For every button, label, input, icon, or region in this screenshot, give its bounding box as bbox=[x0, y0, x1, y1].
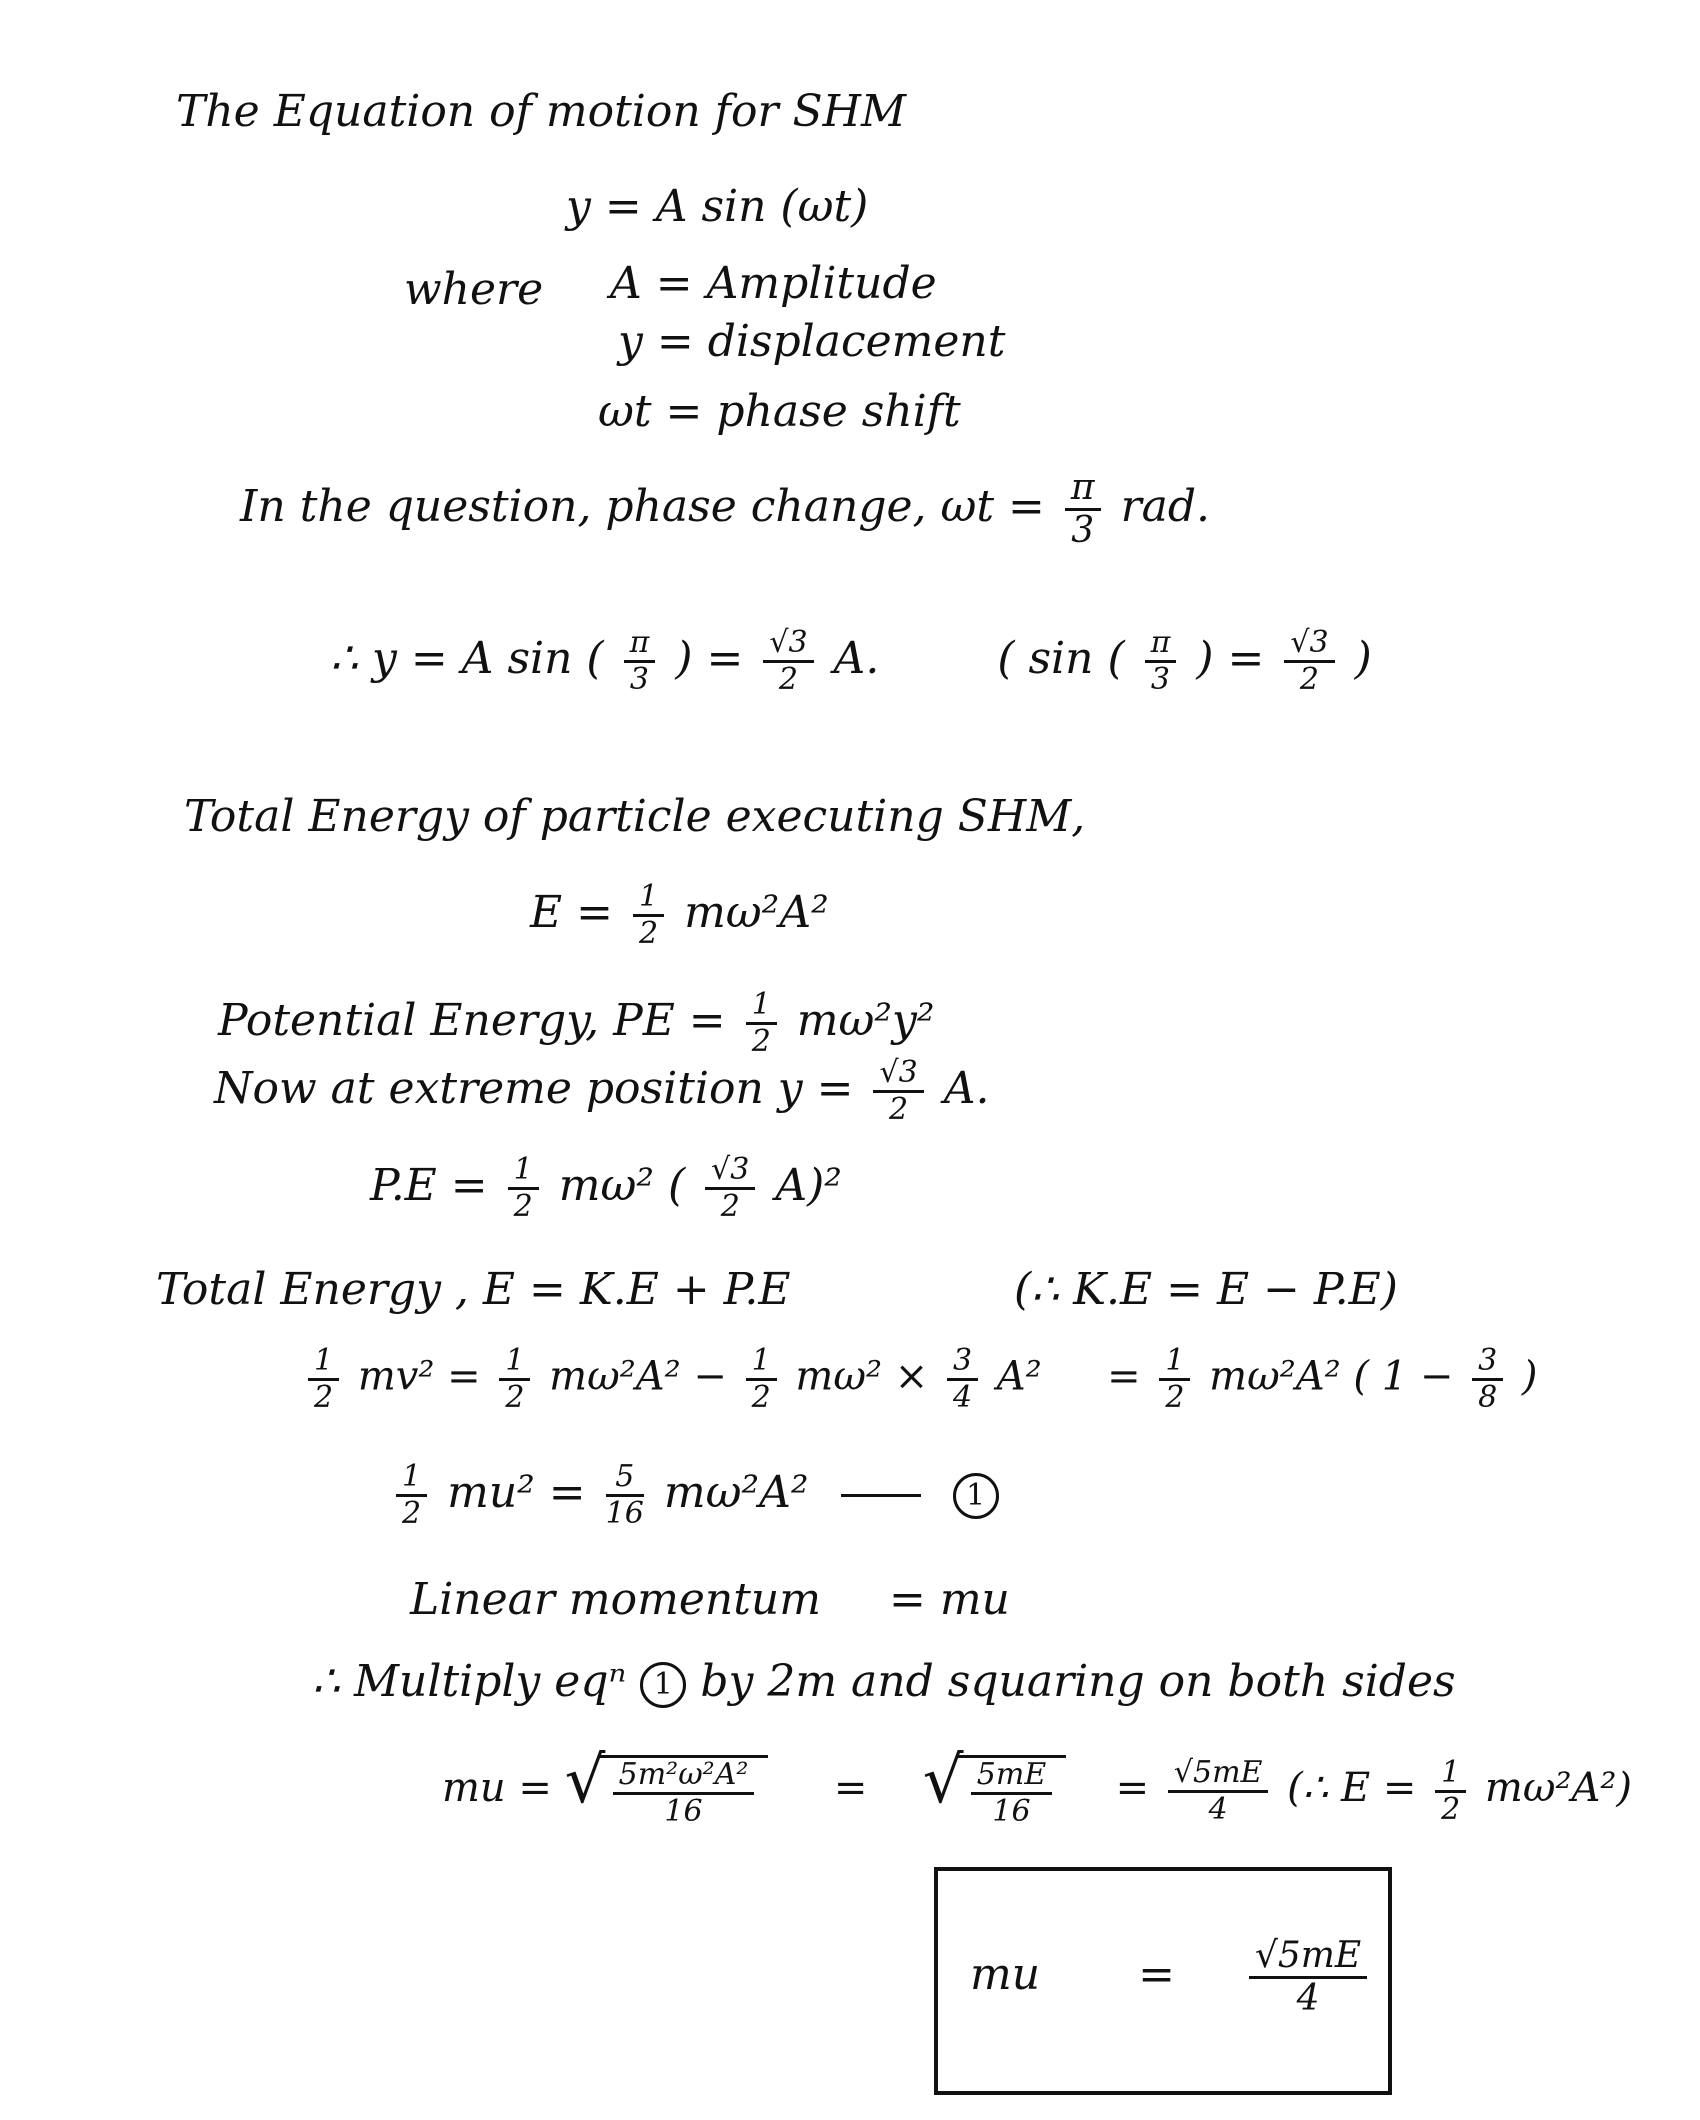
multiply-instruction bbox=[312, 1656, 1456, 1708]
pe-substitution bbox=[370, 1152, 842, 1224]
extreme-text: Now at extreme position y = bbox=[214, 1063, 854, 1114]
derivation-part: = bbox=[1115, 1765, 1150, 1811]
pi-over-3-fraction bbox=[1145, 625, 1177, 697]
square-root: √ $\frac{\text{5m²ω²A²}}{16}$ bbox=[565, 1755, 769, 1827]
momentum-derivation bbox=[442, 1744, 1633, 1829]
equation-number-badge: 1 bbox=[953, 1473, 999, 1519]
calc-part: A. bbox=[833, 633, 880, 684]
fraction-denominator: 4 bbox=[952, 1380, 973, 1415]
pi-over-3-fraction bbox=[1065, 467, 1101, 551]
pe-part: A)² bbox=[775, 1160, 842, 1211]
total-energy-formula bbox=[530, 879, 829, 951]
fraction-denominator: 2 bbox=[1165, 1380, 1185, 1415]
fraction-numerator: 3 bbox=[947, 1346, 978, 1381]
five-sixteenths-fraction bbox=[605, 1459, 644, 1531]
energy-sum-text: Total Energy , E = K.E + P.E bbox=[156, 1264, 791, 1315]
amplitude-text: A = Amplitude bbox=[610, 258, 937, 309]
fraction-denominator: 3 bbox=[1150, 662, 1171, 697]
half-fraction bbox=[633, 879, 664, 951]
derivation-part: mu = bbox=[442, 1765, 552, 1811]
momentum-label: Linear momentum bbox=[410, 1574, 821, 1625]
three-eighths-fraction bbox=[1472, 1343, 1503, 1415]
fraction-numerator: √3 bbox=[1284, 628, 1334, 663]
ke-note bbox=[1014, 1264, 1398, 1315]
fraction-numerator: 1 bbox=[746, 1346, 777, 1381]
root3-over-2-fraction bbox=[873, 1055, 923, 1127]
half-fraction bbox=[396, 1459, 427, 1531]
ke-part: mω²A² − bbox=[549, 1353, 727, 1400]
fraction-denominator: 2 bbox=[402, 1496, 422, 1531]
fraction-numerator: π bbox=[624, 628, 656, 663]
equation-dash bbox=[841, 1494, 921, 1497]
fraction-numerator: √5mE bbox=[1168, 1758, 1269, 1793]
fraction-denominator: 2 bbox=[889, 1092, 909, 1127]
fraction-numerator: 1 bbox=[1435, 1758, 1466, 1793]
fraction-numerator: √3 bbox=[705, 1155, 755, 1190]
ke-part: = bbox=[1107, 1353, 1141, 1400]
half-fraction bbox=[308, 1343, 339, 1415]
fraction-numerator: √3 bbox=[873, 1058, 923, 1093]
displacement-def bbox=[618, 316, 1006, 367]
formula-part: E = bbox=[530, 887, 613, 938]
formula-part: mω²A² bbox=[684, 887, 829, 938]
root-5mE-over-4 bbox=[1168, 1754, 1269, 1827]
pi-over-3-fraction bbox=[624, 625, 656, 697]
eq1-part: mω²A² bbox=[663, 1467, 809, 1518]
fraction-denominator: 2 bbox=[751, 1380, 771, 1415]
total-energy-text: Total Energy of particle executing SHM, bbox=[184, 791, 1086, 842]
answer-fraction bbox=[1249, 1935, 1367, 2019]
equation-one bbox=[390, 1459, 999, 1531]
fraction-denominator: 8 bbox=[1478, 1380, 1498, 1415]
root3-over-2-fraction bbox=[1284, 625, 1334, 697]
ke-part: ) bbox=[1521, 1353, 1538, 1400]
fraction-numerator: 5m²ω²A² bbox=[613, 1760, 755, 1795]
fraction-denominator: 2 bbox=[505, 1380, 525, 1415]
momentum-line bbox=[410, 1574, 1010, 1625]
potential-energy-line bbox=[218, 987, 935, 1059]
ke-part: mω² × bbox=[795, 1353, 929, 1400]
energy-note: mω²A²) bbox=[1484, 1765, 1633, 1811]
fraction-denominator: 2 bbox=[1299, 662, 1319, 697]
fraction-denominator: 2 bbox=[778, 662, 798, 697]
half-fraction bbox=[508, 1152, 539, 1224]
ke-note-text: (∴ K.E = E − P.E) bbox=[1014, 1264, 1398, 1315]
fraction-numerator: 1 bbox=[508, 1155, 539, 1190]
ke-part: mω²A² ( 1 − bbox=[1209, 1353, 1454, 1400]
fraction-denominator: 2 bbox=[314, 1380, 334, 1415]
extreme-position-line bbox=[214, 1055, 990, 1127]
final-answer bbox=[970, 1935, 1373, 2019]
heading-line bbox=[176, 86, 907, 137]
displacement-calc bbox=[330, 625, 1372, 697]
total-energy-heading bbox=[184, 791, 1086, 842]
answer-equals: = bbox=[1138, 1949, 1175, 2000]
fraction-denominator: 16 bbox=[664, 1794, 703, 1829]
fraction-numerator: π bbox=[1145, 628, 1177, 663]
fraction-denominator: 2 bbox=[513, 1189, 533, 1224]
fraction-numerator: 5mE bbox=[971, 1760, 1052, 1795]
half-fraction bbox=[746, 987, 777, 1059]
sine-note: ) bbox=[1354, 633, 1372, 684]
inside-root-fraction bbox=[971, 1757, 1052, 1829]
energy-note: (∴ E = bbox=[1287, 1765, 1417, 1811]
pe-part: P.E = bbox=[370, 1160, 488, 1211]
calc-part: ∴ y = A sin ( bbox=[330, 633, 604, 684]
root3-over-2-fraction bbox=[763, 625, 813, 697]
fraction-denominator: 4 bbox=[1208, 1791, 1228, 1827]
fraction-numerator: 1 bbox=[746, 990, 777, 1025]
fraction-numerator: 1 bbox=[499, 1346, 530, 1381]
fraction-numerator: 1 bbox=[308, 1346, 339, 1381]
answer-lhs: mu bbox=[970, 1949, 1041, 2000]
ke-part: A² bbox=[996, 1353, 1042, 1400]
fraction-numerator: 3 bbox=[1472, 1346, 1503, 1381]
fraction-denominator: 4 bbox=[1296, 1978, 1320, 2019]
half-fraction bbox=[1159, 1343, 1190, 1415]
shm-equation bbox=[566, 181, 869, 232]
equation-number-badge: 1 bbox=[640, 1662, 686, 1708]
square-root: √ $\frac{5mE}{16}$ bbox=[923, 1755, 1066, 1827]
eq1-part: mu² = bbox=[447, 1467, 586, 1518]
phase-change-line bbox=[240, 467, 1211, 551]
pe-label: Potential Energy, PE = bbox=[218, 995, 726, 1046]
where-label bbox=[404, 264, 544, 315]
fraction-numerator: 1 bbox=[1159, 1346, 1190, 1381]
ke-part: mv² = bbox=[357, 1353, 481, 1400]
three-quarters-fraction bbox=[947, 1343, 978, 1415]
fraction-denominator: 3 bbox=[1071, 510, 1095, 551]
rad-unit: rad. bbox=[1120, 481, 1211, 532]
fraction-numerator: √3 bbox=[763, 628, 813, 663]
fraction-denominator: 3 bbox=[629, 662, 649, 697]
derivation-part: = bbox=[833, 1765, 868, 1811]
shm-equation-text: y = A sin (ωt) bbox=[566, 181, 869, 232]
fraction-numerator: 1 bbox=[633, 882, 664, 917]
fraction-numerator: 5 bbox=[606, 1462, 644, 1497]
where-text: where bbox=[404, 264, 544, 315]
pe-formula: mω²y² bbox=[796, 995, 935, 1046]
amplitude-def bbox=[610, 258, 937, 309]
phase-text: ωt = phase shift bbox=[598, 386, 961, 437]
kinetic-energy-equation bbox=[302, 1343, 1538, 1415]
half-fraction bbox=[746, 1343, 777, 1415]
phase-def bbox=[598, 386, 961, 437]
energy-sum-line bbox=[156, 1264, 791, 1315]
instruction-part: ∴ Multiply eqⁿ bbox=[312, 1656, 627, 1707]
sine-note: ) = bbox=[1196, 633, 1265, 684]
inside-root-fraction bbox=[613, 1757, 755, 1829]
extreme-text: A. bbox=[943, 1063, 990, 1114]
fraction-numerator: √5mE bbox=[1249, 1938, 1367, 1979]
fraction-denominator: 2 bbox=[720, 1189, 740, 1224]
fraction-denominator: 2 bbox=[751, 1024, 771, 1059]
fraction-denominator: 2 bbox=[638, 916, 659, 951]
half-fraction bbox=[499, 1343, 530, 1415]
fraction-numerator: 1 bbox=[396, 1462, 427, 1497]
sine-note: ( sin ( bbox=[997, 633, 1125, 684]
half-fraction bbox=[1435, 1754, 1466, 1827]
displacement-text: y = displacement bbox=[618, 316, 1006, 367]
fraction-denominator: 16 bbox=[992, 1794, 1031, 1829]
fraction-numerator: π bbox=[1065, 470, 1101, 511]
instruction-part: by 2m and squaring on both sides bbox=[700, 1656, 1456, 1707]
root3-over-2-fraction bbox=[705, 1152, 755, 1224]
pe-part: mω² ( bbox=[558, 1160, 686, 1211]
fraction-denominator: 16 bbox=[605, 1496, 644, 1531]
calc-part: ) = bbox=[675, 633, 744, 684]
phase-change-text: In the question, phase change, ωt = bbox=[240, 481, 1045, 532]
heading-text: The Equation of motion for SHM bbox=[176, 86, 907, 137]
fraction-denominator: 2 bbox=[1441, 1791, 1461, 1827]
momentum-value: = mu bbox=[888, 1574, 1010, 1625]
